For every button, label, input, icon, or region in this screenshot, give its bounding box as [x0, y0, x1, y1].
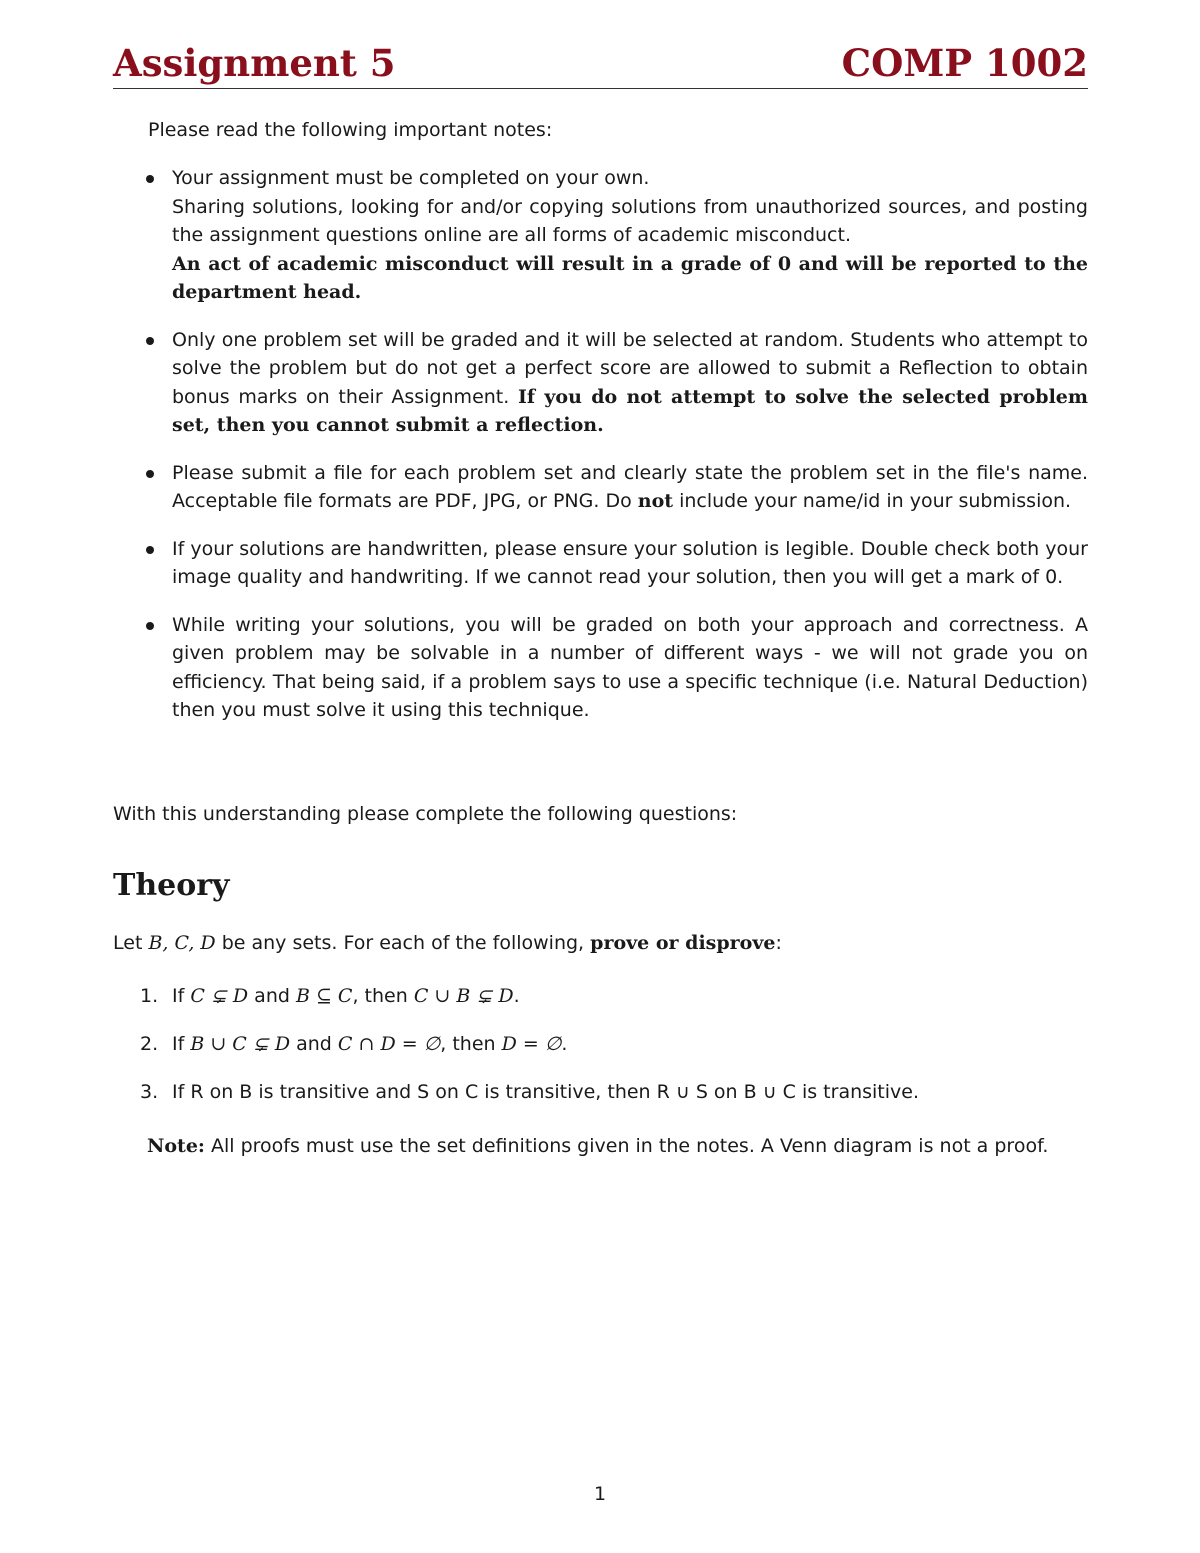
note-4-text: If your solutions are handwritten, please ensure your solution is legible. Double check both your image quality and handwriting. If we cannot read your solution, then you will get a mark of 0.: [172, 537, 1088, 588]
question-number: 3.: [140, 1081, 159, 1103]
note-item-1: [140, 164, 1088, 307]
let-mid: be any sets. For each of the following,: [221, 932, 585, 954]
q1-b: B ⊆ C: [295, 985, 353, 1007]
assignment-title: Assignment 5: [113, 41, 396, 85]
q2-then: , then: [440, 1033, 496, 1055]
header-rule: [113, 88, 1088, 89]
q1-and: and: [254, 985, 290, 1007]
course-code: COMP 1002: [841, 41, 1088, 85]
q2-a: B ∪ C ⊊ D: [190, 1033, 291, 1055]
let-post: :: [775, 932, 782, 954]
q2-end: .: [561, 1033, 568, 1055]
questions-list: [140, 982, 1088, 1126]
bullet-icon: [146, 470, 154, 478]
note-item-4: [140, 535, 1088, 592]
note-label: Note:: [147, 1135, 205, 1157]
q1-then: , then: [352, 985, 408, 1007]
q1-end: .: [513, 985, 520, 1007]
note-paragraph: [113, 1132, 1088, 1161]
bullet-icon: [146, 546, 154, 554]
q3-text: If R on B is transitive and S on C is transitive, then R ∪ S on B ∪ C is transitive.: [172, 1081, 920, 1103]
q1-a: C ⊊ D: [190, 985, 249, 1007]
let-statement: [113, 929, 782, 958]
let-bold: prove or disprove: [590, 932, 776, 954]
q2-b: C ∩ D = ∅: [337, 1033, 441, 1055]
notes-list: [140, 164, 1088, 744]
page-header: [113, 40, 1088, 88]
note-text: All proofs must use the set definitions given in the notes. A Venn diagram is not a proof.: [210, 1135, 1049, 1157]
note-item-3: [140, 459, 1088, 516]
bullet-icon: [146, 175, 154, 183]
note-1-line-2: Sharing solutions, looking for and/or copying solutions from unauthorized sources, and posting the assignment questions online are all forms of academic misconduct.: [172, 195, 1088, 246]
q1-c: C ∪ B ⊊ D: [413, 985, 514, 1007]
note-5-text: While writing your solutions, you will be graded on both your approach and correctness. A given problem may be solvable in a number of different ways - we will not grade you on efficiency. That being said, if a problem says to use a specific technique (i.e. Natural Deduction) then you must solve it using this technique.: [172, 613, 1088, 721]
section-title: Theory: [113, 868, 230, 903]
note-1-line-1: Your assignment must be completed on your own.: [172, 167, 650, 189]
note-3-text-post: include your name/id in your submission.: [679, 490, 1072, 512]
question-3: [140, 1078, 1088, 1107]
q2-pre: If: [172, 1033, 185, 1055]
bullet-icon: [146, 622, 154, 630]
page-number: 1: [593, 1483, 607, 1505]
q2-and: and: [296, 1033, 332, 1055]
q1-pre: If: [172, 985, 185, 1007]
let-pre: Let: [113, 932, 143, 954]
note-item-2: [140, 326, 1088, 440]
note-1-warning: An act of academic misconduct will result in a grade of 0 and will be reported to the department head.: [172, 252, 1088, 303]
intro-text: Please read the following important notes:: [148, 119, 553, 141]
note-3-text-pre: Please submit a file for each problem set and clearly state the problem set in the file's name. Acceptable file formats are PDF, JPG, or PNG. Do: [172, 461, 1088, 512]
question-number: 1.: [140, 985, 159, 1007]
q2-c: D = ∅: [501, 1033, 562, 1055]
question-1: [140, 982, 1088, 1011]
question-2: [140, 1030, 1088, 1059]
note-item-5: [140, 611, 1088, 725]
let-sets: B, C, D: [148, 932, 216, 954]
question-number: 2.: [140, 1033, 159, 1055]
note-2-warning: If you do not attempt to solve the selected problem set, then you cannot submit a reflection.: [172, 385, 1088, 436]
note-2-text: Only one problem set will be graded and it will be selected at random. Students who attempt to solve the problem but do not get a perfect score are allowed to submit a Reflection to obtain bonus marks on their Assignment.: [172, 328, 1088, 408]
bullet-icon: [146, 337, 154, 345]
understanding-text: With this understanding please complete the following questions:: [113, 803, 738, 825]
note-3-bold: not: [637, 490, 674, 512]
